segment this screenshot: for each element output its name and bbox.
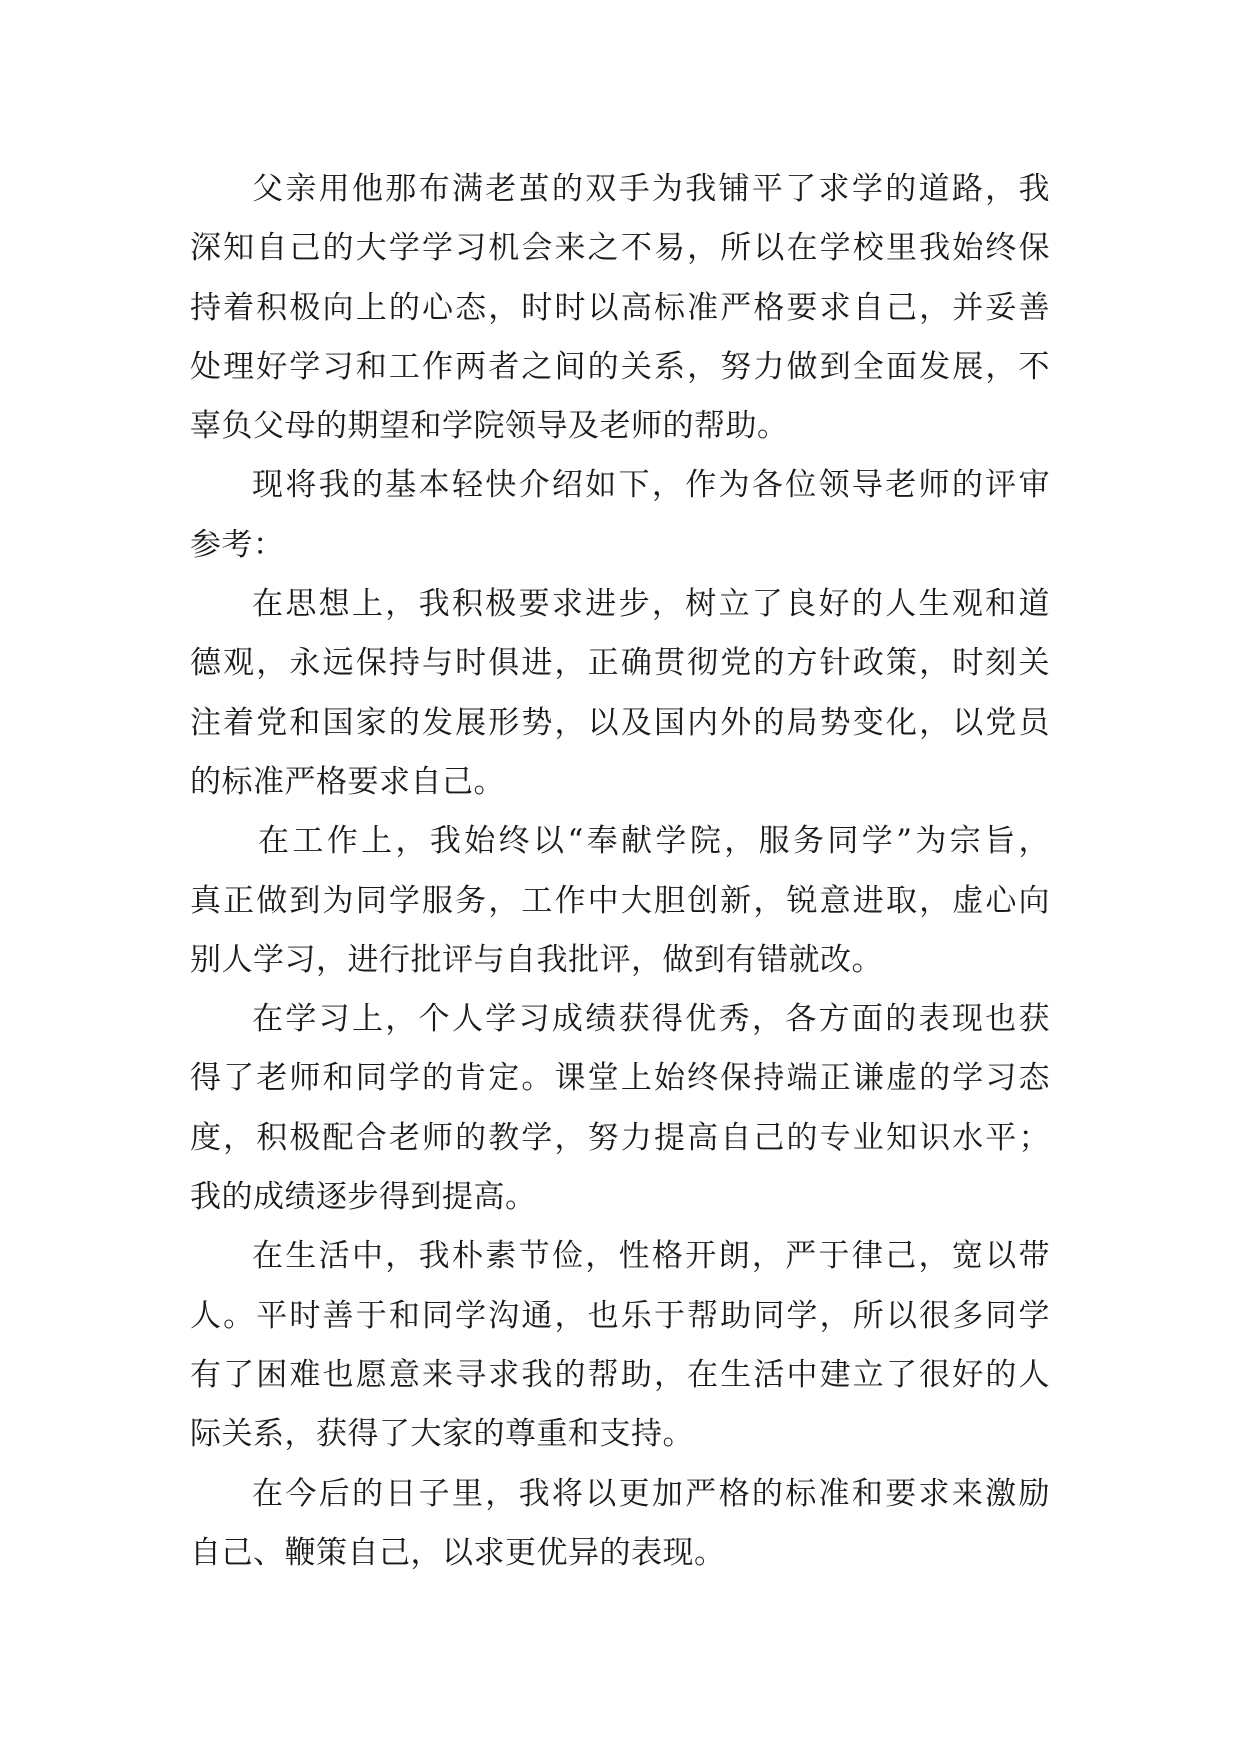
text-line: 持着积极向上的心态，时时以高标准严格要求自己，并妥善 xyxy=(190,289,1050,326)
paragraph-life xyxy=(190,1227,1050,1464)
text-line: 有了困难也愿意来寻求我的帮助，在生活中建立了很好的人 xyxy=(190,1356,1050,1393)
text-line: 人。平时善于和同学沟通，也乐于帮助同学，所以很多同学 xyxy=(190,1297,1050,1334)
text-line: 父亲用他那布满老茧的双手为我铺平了求学的道路，我 xyxy=(252,171,1050,207)
paragraph-future xyxy=(190,1465,1050,1584)
text-line: 辜负父母的期望和学院领导及老师的帮助。 xyxy=(190,408,789,445)
text-line: 处理好学习和工作两者之间的关系，努力做到全面发展，不 xyxy=(190,348,1050,385)
paragraph-introduction xyxy=(190,456,1050,575)
paragraph-study xyxy=(190,990,1050,1227)
text-line: 的标准严格要求自己。 xyxy=(190,763,505,800)
text-line: 得了老师和同学的肯定。课堂上始终保持端正谦虚的学习态 xyxy=(190,1060,1050,1097)
text-line: 参考： xyxy=(190,526,285,563)
document-body xyxy=(190,160,1050,1583)
text-line: 别人学习，进行批评与自我批评，做到有错就改。 xyxy=(190,941,883,978)
text-line: 现将我的基本轻快介绍如下，作为各位领导老师的评审 xyxy=(252,467,1050,504)
text-line: 自己、鞭策自己，以求更优异的表现。 xyxy=(190,1534,726,1571)
text-line: 德观，永远保持与时俱进，正确贯彻党的方针政策，时刻关 xyxy=(190,645,1050,682)
text-line: 际关系，获得了大家的尊重和支持。 xyxy=(190,1416,694,1453)
text-line: 在生活中，我朴素节俭，性格开朗，严于律己，宽以带 xyxy=(252,1238,1050,1275)
text-line: 在学习上，个人学习成绩获得优秀，各方面的表现也获 xyxy=(252,1001,1050,1038)
paragraph-father xyxy=(190,160,1050,456)
text-line: 在思想上，我积极要求进步，树立了良好的人生观和道 xyxy=(252,586,1050,623)
text-line: 深知自己的大学学习机会来之不易，所以在学校里我始终保 xyxy=(190,230,1050,267)
text-line: 在今后的日子里，我将以更加严格的标准和要求来激励 xyxy=(252,1475,1050,1512)
text-line: 注着党和国家的发展形势，以及国内外的局势变化，以党员 xyxy=(190,704,1050,741)
paragraph-thought xyxy=(190,575,1050,812)
text-line: 度，积极配合老师的教学，努力提高自己的专业知识水平； xyxy=(190,1119,1050,1156)
text-line: 我的成绩逐步得到提高。 xyxy=(190,1179,537,1216)
text-line: 真正做到为同学服务，工作中大胆创新，锐意进取，虚心向 xyxy=(190,882,1050,919)
paragraph-work xyxy=(190,812,1050,990)
text-line: 在工作上，我始终以“奉献学院，服务同学”为宗旨， xyxy=(258,823,1050,860)
